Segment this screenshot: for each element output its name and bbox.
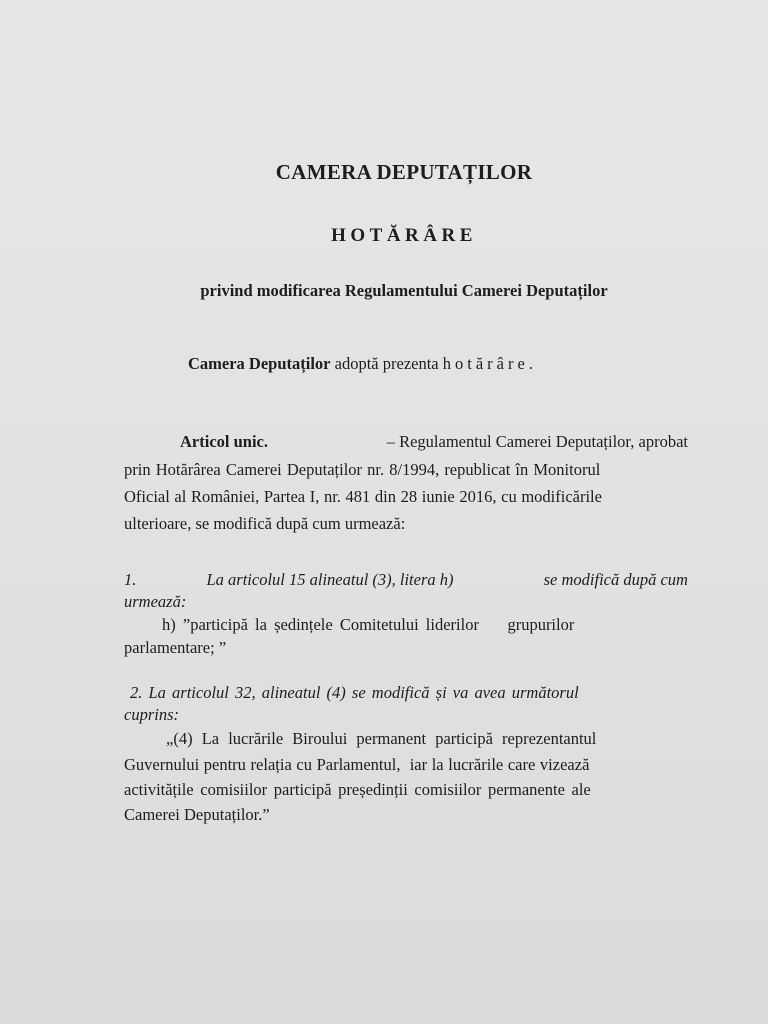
article-line-4: ulterioare, se modifică după cum urmează: bbox=[124, 514, 406, 533]
point-2-quote-line-3: activitățile comisiilor participă președinții comisiilor permanente ale bbox=[124, 780, 591, 799]
adoption-word: hotărâre. bbox=[442, 354, 537, 373]
article-line-3: Oficial al României, Partea I, nr. 481 din 28 iunie 2016, cu modificările bbox=[124, 487, 602, 506]
adoption-text: adoptă prezenta bbox=[330, 354, 443, 373]
document-title: CAMERA DEPUTAȚILOR bbox=[275, 160, 533, 184]
adoption-body: Camera Deputaților bbox=[188, 354, 331, 373]
point-1-quote-line-1: h) ”participă la ședințele Comitetului liderilor grupurilor bbox=[162, 615, 575, 634]
article-label: Articol unic. bbox=[180, 432, 268, 451]
article-line-2: prin Hotărârea Camerei Deputaților nr. 8/1994, republicat în Monitorul bbox=[124, 460, 601, 479]
article-line-1 bbox=[124, 432, 688, 452]
point-2-line-2: cuprins: bbox=[124, 705, 179, 724]
document-type: HOTĂRÂRE bbox=[331, 225, 477, 246]
point-1-text-b: se modifică după cum bbox=[543, 570, 688, 589]
point-1-quote-line-2: parlamentare; ” bbox=[124, 638, 227, 657]
point-2-quote-line-4: Camerei Deputaților.” bbox=[124, 805, 270, 824]
point-1-number: 1. bbox=[124, 570, 137, 589]
article-line-1-text: – Regulamentul Camerei Deputaților, aprobat bbox=[386, 432, 688, 451]
point-1-text-a: La articolul 15 alineatul (3), litera h) bbox=[206, 570, 454, 589]
point-2-quote-line-1: „(4) La lucrările Biroului permanent participă reprezentantul bbox=[166, 729, 597, 748]
point-2-quote-line-2: Guvernului pentru relația cu Parlamentul, iar la lucrările care vizează bbox=[124, 755, 590, 774]
document-heading: privind modificarea Regulamentului Camerei Deputaților bbox=[200, 281, 608, 300]
point-1-line-2: urmează: bbox=[124, 592, 187, 611]
point-1-line-1 bbox=[124, 570, 688, 590]
point-2-line-1: 2. La articolul 32, alineatul (4) se modifică și va avea următorul bbox=[130, 683, 579, 702]
adoption-sentence bbox=[188, 354, 537, 374]
